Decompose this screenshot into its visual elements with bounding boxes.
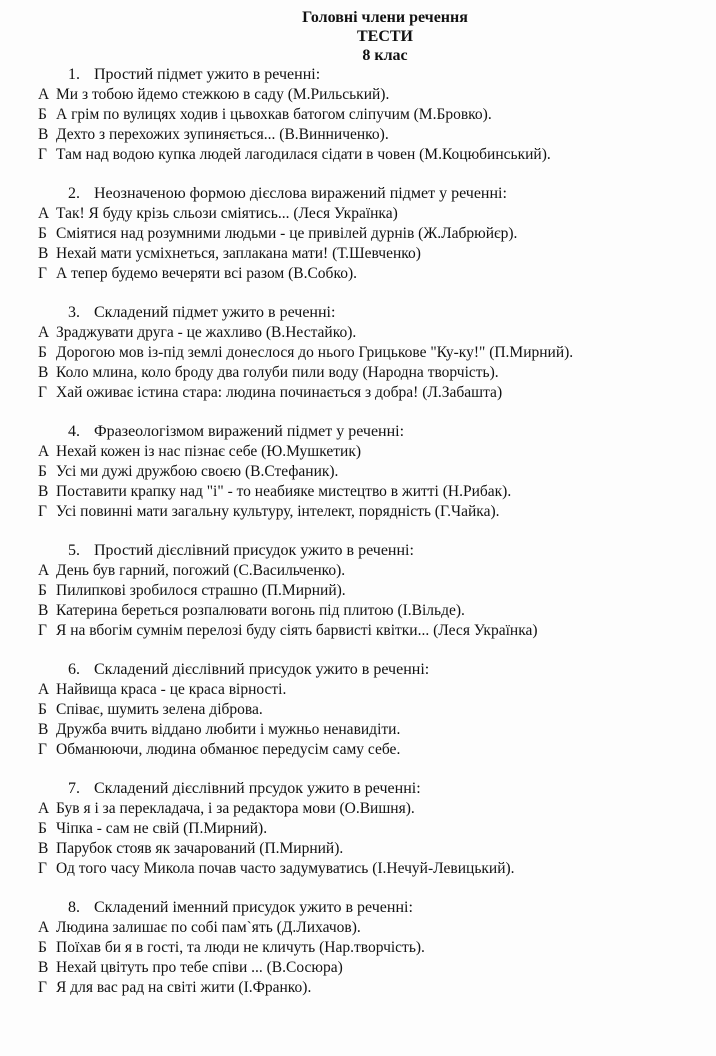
answer-option	[38, 482, 706, 502]
option-letter: В	[38, 364, 49, 381]
answer-option	[38, 105, 706, 125]
option-text: Був я і за перекладача, і за редактора мови (О.Вишня).	[56, 800, 415, 817]
question-text: Складений дієслівний прсудок ужито в реченні:	[94, 780, 421, 797]
option-text: Од того часу Микола почав часто задумуватись (І.Нечуй-Левицький).	[56, 860, 515, 877]
option-text: Сміятися над розумними людьми - це привілей дурнів (Ж.Лабрюйєр).	[56, 225, 518, 242]
option-text: Там над водою купка людей лагодилася сідати в човен (М.Коцюбинський).	[56, 146, 551, 163]
question-block	[38, 779, 706, 879]
option-text: Поїхав би я в гості, та люди не кличуть (Нар.творчість).	[56, 939, 425, 956]
option-letter: Г	[38, 384, 47, 401]
answer-option	[38, 958, 706, 978]
answer-option	[38, 442, 706, 462]
option-text: А тепер будемо вечеряти всі разом (В.Собко).	[56, 265, 357, 282]
option-letter: В	[38, 602, 49, 619]
question-block	[38, 541, 706, 641]
answer-option	[38, 740, 706, 760]
answer-option	[38, 680, 706, 700]
option-text: Дехто з перехожих зупиняється... (В.Винниченко).	[56, 126, 389, 143]
option-text: Усі повинні мати загальну культуру, інтелект, порядність (Г.Чайка).	[56, 503, 500, 520]
option-letter: В	[38, 483, 49, 500]
option-letter: Б	[38, 463, 47, 480]
option-letter: Б	[38, 225, 47, 242]
answer-option	[38, 839, 706, 859]
option-letter: В	[38, 840, 49, 857]
option-text: Так! Я буду крізь сльози сміятись... (Леся Українка)	[56, 205, 398, 222]
question-text: Складений дієслівний присудок ужито в реченні:	[94, 661, 430, 678]
grade-label: 8 клас	[362, 47, 408, 64]
answer-option	[38, 918, 706, 938]
option-letter: А	[38, 205, 50, 222]
answer-option	[38, 383, 706, 403]
question-title	[38, 779, 706, 799]
question-number: 1.	[68, 66, 80, 83]
option-letter: В	[38, 126, 49, 143]
question-text: Простий підмет ужито в реченні:	[94, 66, 321, 83]
option-text: Усі ми дужі дружбою своєю (В.Стефаник).	[56, 463, 339, 480]
question-title	[38, 541, 706, 561]
question-number: 4.	[68, 423, 80, 440]
answer-option	[38, 204, 706, 224]
answer-option	[38, 343, 706, 363]
option-letter: Г	[38, 622, 47, 639]
option-letter: Г	[38, 503, 47, 520]
question-text: Неозначеною формою дієслова виражений підмет у реченні:	[94, 185, 507, 202]
questions-list	[38, 65, 706, 998]
answer-option	[38, 601, 706, 621]
answer-option	[38, 720, 706, 740]
option-text: А грім по вулицях ходив і цьвохкав батогом сліпучим (М.Бровко).	[56, 106, 492, 123]
answer-option	[38, 978, 706, 998]
question-number: 2.	[68, 185, 80, 202]
answer-option	[38, 859, 706, 879]
option-letter: А	[38, 681, 50, 698]
answer-option	[38, 244, 706, 264]
answer-option	[38, 145, 706, 165]
answer-option	[38, 700, 706, 720]
option-letter: А	[38, 919, 50, 936]
answer-option	[38, 502, 706, 522]
question-block	[38, 422, 706, 522]
answer-option	[38, 561, 706, 581]
question-block	[38, 303, 706, 403]
option-letter: В	[38, 245, 49, 262]
answer-option	[38, 462, 706, 482]
option-letter: А	[38, 800, 50, 817]
question-title	[38, 660, 706, 680]
answer-option	[38, 125, 706, 145]
answer-option	[38, 323, 706, 343]
option-letter: Г	[38, 741, 47, 758]
answer-option	[38, 819, 706, 839]
option-text: Чіпка - сам не свій (П.Мирний).	[56, 820, 268, 837]
option-text: Нехай цвітуть про тебе співи ... (В.Сосюра)	[56, 959, 343, 976]
option-letter: Б	[38, 106, 47, 123]
option-text: Парубок стояв як зачарований (П.Мирний).	[56, 840, 344, 857]
answer-option	[38, 938, 706, 958]
question-text: Фразеологізмом виражений підмет у реченні:	[94, 423, 405, 440]
option-letter: В	[38, 959, 49, 976]
option-text: День був гарний, погожий (С.Васильченко).	[56, 562, 346, 579]
option-letter: А	[38, 324, 50, 341]
option-letter: Б	[38, 701, 47, 718]
option-letter: А	[38, 86, 50, 103]
question-number: 3.	[68, 304, 80, 321]
option-text: Хай оживає істина стара: людина починається з добра! (Л.Забашта)	[56, 384, 503, 401]
page-title: Головні члени речення	[302, 9, 468, 26]
page-subtitle: ТЕСТИ	[356, 28, 413, 45]
option-letter: Б	[38, 820, 47, 837]
question-number: 7.	[68, 780, 80, 797]
question-title	[38, 422, 706, 442]
option-text: Я на вбогім сумнім перелозі буду сіять барвисті квітки... (Леся Українка)	[56, 622, 538, 639]
option-text: Поставити крапку над "і" - то неабияке мистецтво в житті (Н.Рибак).	[56, 483, 512, 500]
option-letter: Г	[38, 979, 47, 996]
option-letter: Б	[38, 939, 47, 956]
option-text: Нехай кожен із нас пізнає себе (Ю.Мушкетик)	[56, 443, 362, 460]
question-text: Складений іменний присудок ужито в реченні:	[94, 899, 413, 916]
option-text: Коло млина, коло броду два голуби пили воду (Народна творчість).	[56, 364, 499, 381]
option-letter: Б	[38, 344, 47, 361]
answer-option	[38, 581, 706, 601]
question-number: 6.	[68, 661, 80, 678]
option-letter: Г	[38, 860, 47, 877]
option-text: Катерина береться розпалювати вогонь під плитою (І.Вільде).	[56, 602, 465, 619]
question-block	[38, 898, 706, 998]
answer-option	[38, 264, 706, 284]
option-text: Нехай мати усміхнеться, заплакана мати! (Т.Шевченко)	[56, 245, 421, 262]
question-block	[38, 660, 706, 760]
option-letter: А	[38, 443, 50, 460]
option-text: Я для вас рад на світі жити (І.Франко).	[56, 979, 312, 996]
option-text: Дорогою мов із-під землі донеслося до нього Грицькове "Ку-ку!" (П.Мирний).	[56, 344, 574, 361]
question-text: Складений підмет ужито в реченні:	[94, 304, 336, 321]
option-letter: А	[38, 562, 50, 579]
question-number: 8.	[68, 899, 80, 916]
question-number: 5.	[68, 542, 80, 559]
answer-option	[38, 363, 706, 383]
option-letter: Г	[38, 265, 47, 282]
option-letter: Б	[38, 582, 47, 599]
option-text: Дружба вчить віддано любити і мужньо ненавидіти.	[56, 721, 401, 738]
question-title	[38, 65, 706, 85]
question-title	[38, 303, 706, 323]
option-text: Людина залишає по собі пам`ять (Д.Лихачов).	[56, 919, 361, 936]
answer-option	[38, 224, 706, 244]
option-text: Ми з тобою йдемо стежкою в саду (М.Рильський).	[56, 86, 390, 103]
answer-option	[38, 621, 706, 641]
question-block	[38, 184, 706, 284]
answer-option	[38, 799, 706, 819]
option-text: Зраджувати друга - це жахливо (В.Нестайко).	[56, 324, 357, 341]
answer-option	[38, 85, 706, 105]
question-block	[38, 65, 706, 165]
question-text: Простий дієслівний присудок ужито в реченні:	[94, 542, 414, 559]
option-text: Найвища краса - це краса вірності.	[56, 681, 287, 698]
option-letter: Г	[38, 146, 47, 163]
option-text: Обманюючи, людина обманює передусім саму себе.	[56, 741, 401, 758]
option-text: Пилипкові зробилося страшно (П.Мирний).	[56, 582, 346, 599]
option-letter: В	[38, 721, 49, 738]
option-text: Співає, шумить зелена діброва.	[56, 701, 263, 718]
question-title	[38, 184, 706, 204]
question-title	[38, 898, 706, 918]
